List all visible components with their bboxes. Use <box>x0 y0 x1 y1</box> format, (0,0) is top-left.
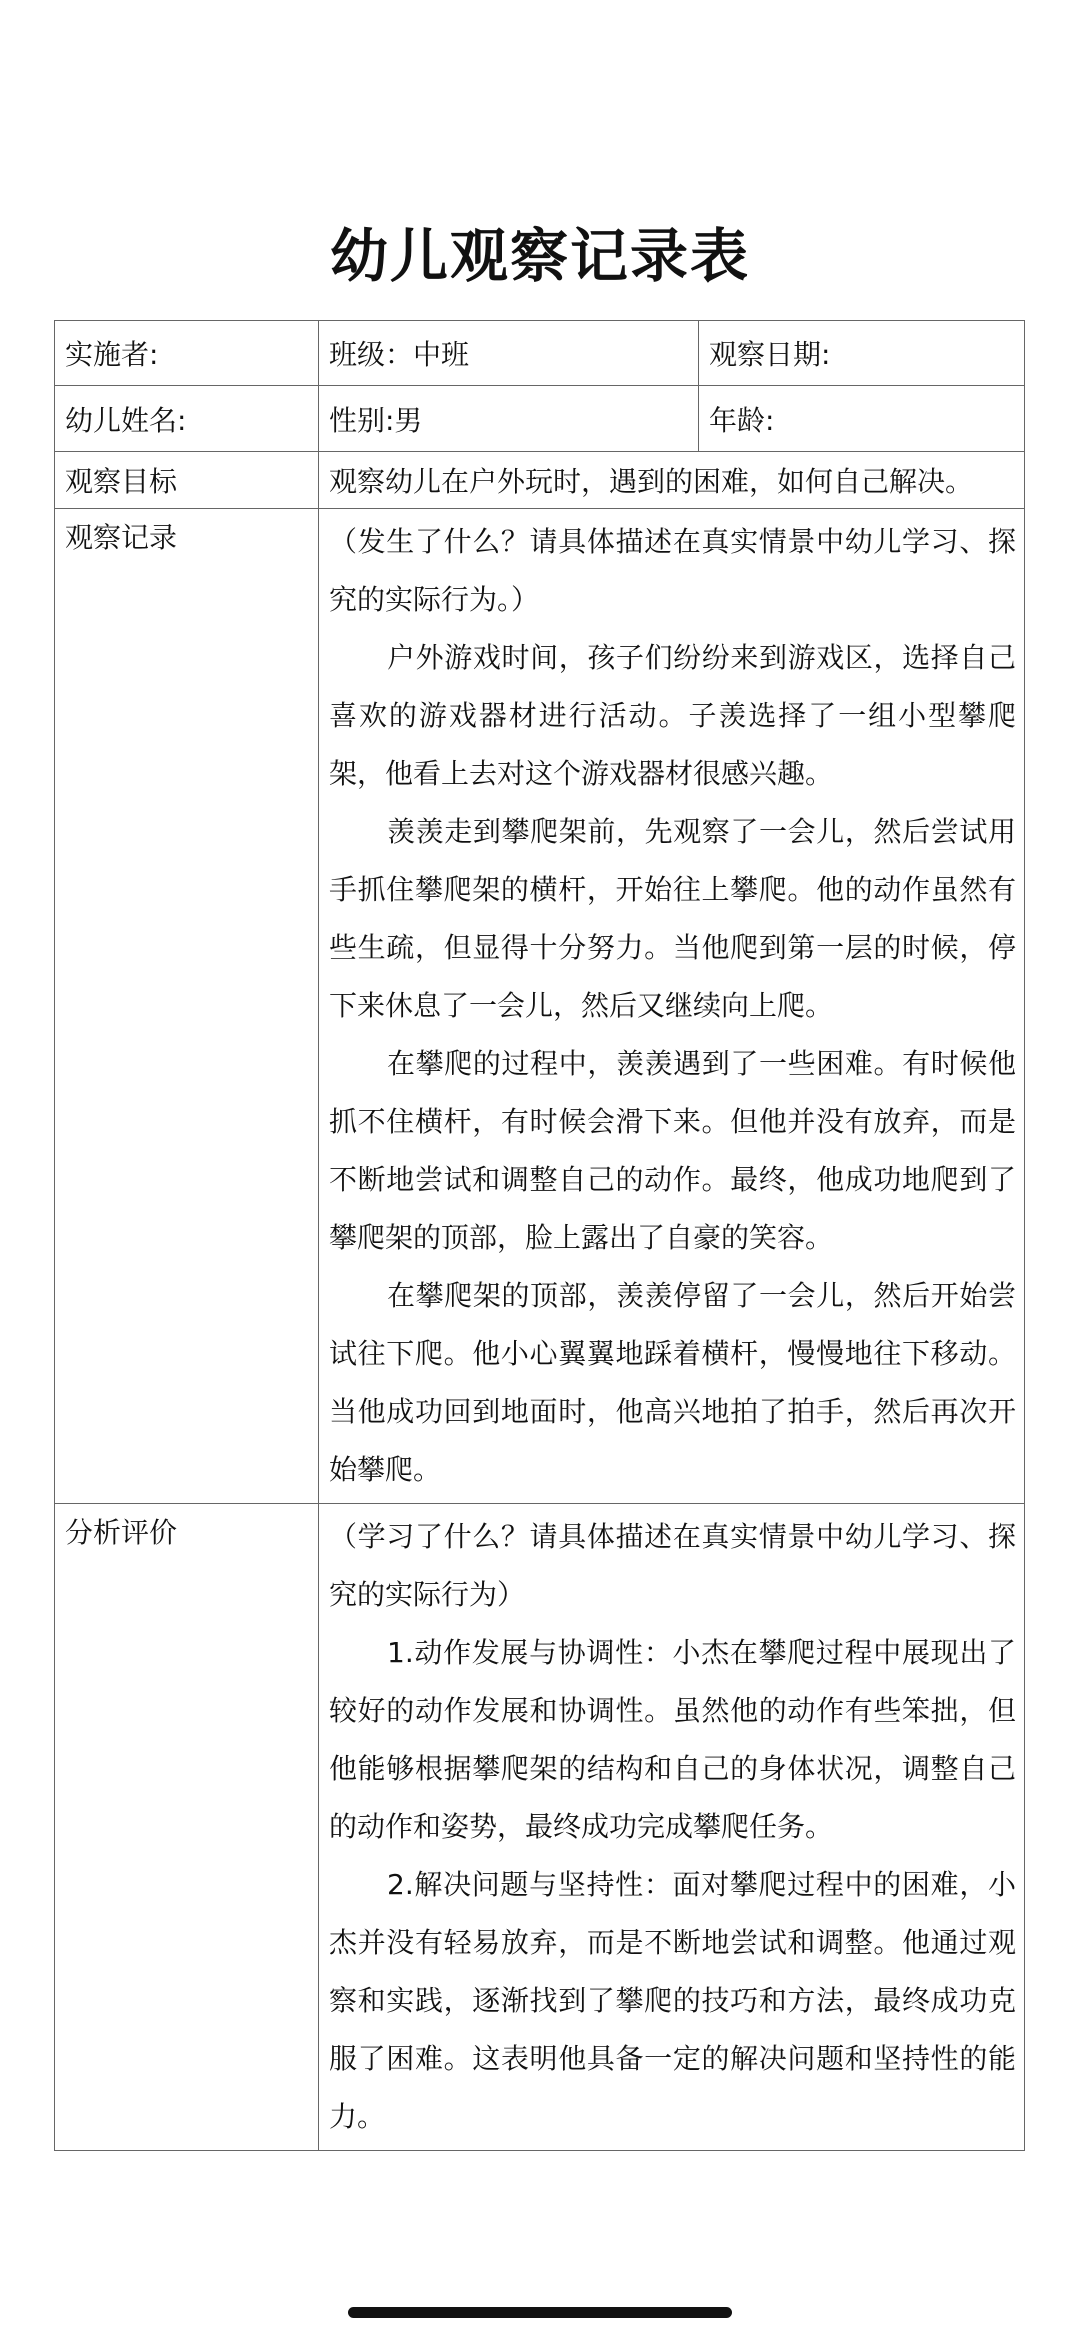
analysis-prompt: （学习了什么？请具体描述在真实情景中幼儿学习、探究的实际行为） <box>329 1520 1016 1611</box>
table-row-record <box>55 509 1025 1504</box>
record-paragraph: 在攀爬架的顶部，羡羡停留了一会儿，然后开始尝试往下爬。他小心翼翼地踩着横杆，慢慢地往下移动。当他成功回到地面时，他高兴地拍了拍手，然后再次开始攀爬。 <box>329 1279 1016 1486</box>
record-paragraph: 羡羡走到攀爬架前，先观察了一会儿，然后尝试用手抓住攀爬架的横杆，开始往上攀爬。他的动作虽然有些生疏，但显得十分努力。当他爬到第一层的时候，停下来休息了一会儿，然后又继续向上爬。 <box>329 815 1016 1022</box>
record-paragraph: 在攀爬的过程中，羡羡遇到了一些困难。有时候他抓不住横杆，有时候会滑下来。但他并没有放弃，而是不断地尝试和调整自己的动作。最终，他成功地爬到了攀爬架的顶部，脸上露出了自豪的笑容。 <box>329 1047 1016 1254</box>
analysis-label: 分析评价 <box>55 1504 319 2151</box>
analysis-paragraph: 2.解决问题与坚持性：面对攀爬过程中的困难，小杰并没有轻易放弃，而是不断地尝试和调整。他通过观察和实践，逐渐找到了攀爬的技巧和方法，最终成功克服了困难。这表明他具备一定的解决问题和坚持性的能力。 <box>329 1868 1016 2133</box>
record-body <box>319 509 1025 1504</box>
observation-date-cell: 观察日期: <box>699 321 1025 386</box>
table-row-goal <box>55 452 1025 509</box>
analysis-paragraph: 1.动作发展与协调性：小杰在攀爬过程中展现出了较好的动作发展和协调性。虽然他的动作有些笨拙，但他能够根据攀爬架的结构和自己的身体状况，调整自己的动作和姿势，最终成功完成攀爬任务。 <box>329 1636 1016 1843</box>
analysis-body <box>319 1504 1025 2151</box>
record-paragraph: 户外游戏时间，孩子们纷纷来到游戏区，选择自己喜欢的游戏器材进行活动。子羡选择了一组小型攀爬架，他看上去对这个游戏器材很感兴趣。 <box>329 641 1016 790</box>
record-label: 观察记录 <box>55 509 319 1504</box>
implementer-cell: 实施者: <box>55 321 319 386</box>
table-row-analysis <box>55 1504 1025 2151</box>
record-prompt: （发生了什么？请具体描述在真实情景中幼儿学习、探究的实际行为。） <box>329 525 1016 616</box>
observation-record-table <box>54 320 1025 2151</box>
table-row-info-1 <box>55 321 1025 386</box>
table-row-info-2 <box>55 386 1025 452</box>
goal-text: 观察幼儿在户外玩时，遇到的困难，如何自己解决。 <box>319 452 1025 509</box>
child-name-cell: 幼儿姓名: <box>55 386 319 452</box>
age-cell: 年龄: <box>699 386 1025 452</box>
goal-label: 观察目标 <box>55 452 319 509</box>
home-indicator[interactable] <box>348 2307 732 2318</box>
page-title: 幼儿观察记录表 <box>329 222 750 290</box>
class-cell: 班级：中班 <box>319 321 699 386</box>
gender-cell: 性别:男 <box>319 386 699 452</box>
